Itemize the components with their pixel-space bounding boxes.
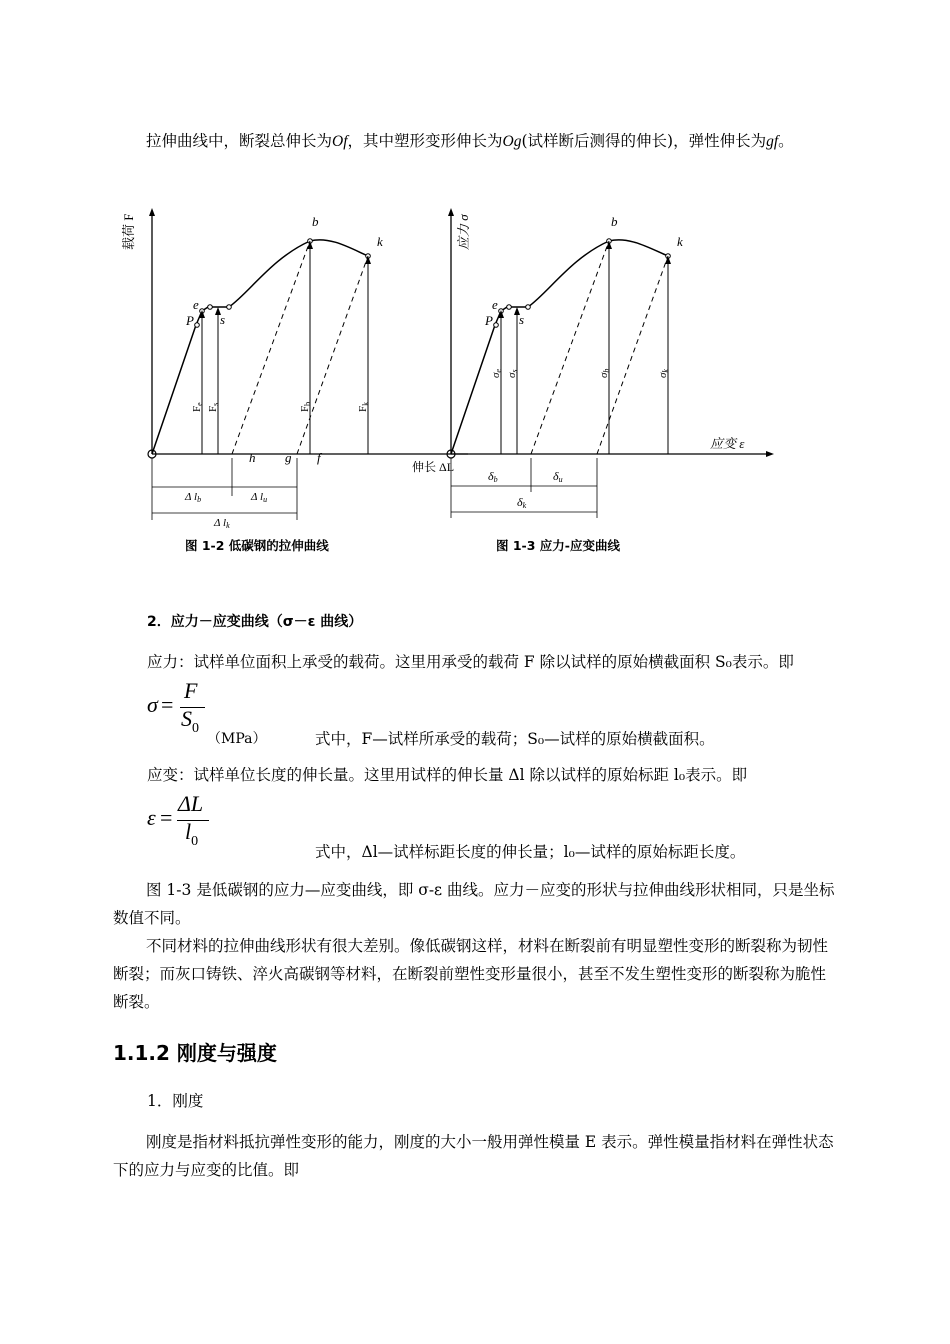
fig1-dim-lb: Δ lb xyxy=(185,491,202,504)
figure-1-caption: 图 1-2 低碳钢的拉伸曲线 xyxy=(185,538,329,553)
fig1-mark-g: g xyxy=(285,450,292,465)
fig2-stress-sb: σb xyxy=(598,368,611,378)
paragraph-stiffness: 刚度是指材料抵抗弹性变形的能力，刚度的大小一般用弹性模量 E 表示。弹性模量指材料在弹性状态下的应力与应变的比值。即 xyxy=(113,1133,834,1179)
fig1-label-s: s xyxy=(220,312,226,327)
stress-note: 式中，F—试样所承受的载荷；S₀—试样的原始横截面积。 xyxy=(315,730,715,748)
fig2-dash-s xyxy=(531,241,609,454)
strain-formula xyxy=(147,793,217,847)
paragraph-fracture: 不同材料的拉伸曲线形状有很大差别。像低碳钢这样，材料在断裂前有明显塑性变形的断裂称为韧性断裂；而灰口铸铁、淬火高碳钢等材料，在断裂前塑性变形量很小，甚至不发生塑性变形的断裂称为脆性断裂。 xyxy=(113,937,829,1011)
fig1-force-fe: Fe xyxy=(191,402,204,412)
intro-end: 。 xyxy=(778,132,794,150)
intro-og: Og xyxy=(502,133,522,150)
fig2-dash-k xyxy=(597,256,668,454)
fig2-point-s1 xyxy=(507,305,512,310)
fig2-label-b: b xyxy=(611,214,618,229)
figures-svg xyxy=(0,195,950,535)
fig1-point-s1 xyxy=(208,305,213,310)
fig1-force-fs: Fs xyxy=(207,402,220,412)
fig2-x-label: 应变 ε xyxy=(710,436,745,451)
fig2-label-k: k xyxy=(677,234,683,249)
fig1-y-label: 载荷 F xyxy=(121,213,136,250)
fig2-label-e: e xyxy=(492,297,498,312)
subsection-stiffness: 1．刚度 xyxy=(147,1092,204,1110)
fig2-label-s: s xyxy=(519,312,525,327)
fig2-curve xyxy=(451,240,668,454)
fig1-x-label: 伸长 ΔL xyxy=(412,460,455,474)
intro-gf: gf xyxy=(766,133,779,150)
fig2-dim-dk: δk xyxy=(517,495,527,510)
fig1-force-fb: Fb xyxy=(299,401,312,412)
section-2-heading: 2．应力－应变曲线（σ－ε 曲线） xyxy=(147,614,363,630)
fig2-stress-ss: σs xyxy=(506,369,519,378)
figure-2-caption: 图 1-3 应力-应变曲线 xyxy=(496,538,620,553)
figure-2-stress-strain-curve xyxy=(447,212,770,518)
fig2-stress-sk: σk xyxy=(657,369,670,378)
strain-note: 式中，Δl—试样标距长度的伸长量；l₀—试样的原始标距长度。 xyxy=(315,843,746,861)
strain-formula-den: $l_0$ xyxy=(185,819,199,849)
fig2-dim-db: δb xyxy=(488,469,498,484)
strain-formula-eq: = xyxy=(160,805,173,830)
stress-formula-den: $S_0$ xyxy=(181,706,199,736)
fig2-point-p xyxy=(494,323,499,328)
figure-1-tension-curve xyxy=(121,212,468,530)
fig2-stress-se: σe xyxy=(490,369,503,378)
fig2-label-p: P xyxy=(485,313,493,328)
fig1-force-fk: Fk xyxy=(357,401,370,412)
section-112-heading: 1.1.2 刚度与强度 xyxy=(113,1041,277,1065)
fig1-point-e xyxy=(200,309,205,314)
fig1-point-s2 xyxy=(227,305,232,310)
fig1-label-k: k xyxy=(377,234,383,249)
stress-unit: （MPa） xyxy=(207,731,267,747)
stress-formula-lhs: σ xyxy=(147,692,158,717)
intro-text-2: ，其中塑形变形伸长为 xyxy=(347,132,503,150)
fig1-mark-h: h xyxy=(249,450,256,465)
fig1-label-p: P xyxy=(186,313,194,328)
intro-text-1: 拉伸曲线中，断裂总伸长为 xyxy=(146,132,333,150)
fig1-dash-s xyxy=(232,241,310,454)
fig1-dim-lk: Δ lk xyxy=(214,517,230,530)
fig1-mark-f: f xyxy=(317,450,321,465)
fig1-dash-k xyxy=(297,256,368,454)
paragraph-stress-strain: 图 1-3 是低碳钢的应力—应变曲线，即 σ-ε 曲线。应力－应变的形状与拉伸曲线形状相同，只是坐标数值不同。 xyxy=(113,881,835,927)
strain-formula-lhs: ε xyxy=(147,805,156,830)
fig1-curve xyxy=(152,240,368,454)
stress-formula-num: F xyxy=(184,678,198,703)
stress-definition: 应力：试样单位面积上承受的载荷。这里用承受的载荷 F 除以试样的原始横截面积 S₀表示。即 xyxy=(147,653,794,671)
intro-text-3: (试样断后测得的伸长)，弹性伸长为 xyxy=(521,132,767,150)
fig1-label-b: b xyxy=(312,214,319,229)
fig2-point-s2 xyxy=(526,305,531,310)
strain-definition: 应变：试样单位长度的伸长量。这里用试样的伸长量 Δl 除以试样的原始标距 l₀表示。即 xyxy=(147,766,748,784)
fig1-label-e: e xyxy=(193,297,199,312)
fig2-y-label: 应力 σ xyxy=(456,214,471,250)
stress-formula xyxy=(147,680,217,734)
fig1-point-p xyxy=(195,323,200,328)
fig1-dim-lu: Δ lu xyxy=(251,491,268,504)
strain-formula-num: ΔL xyxy=(178,791,204,816)
stress-formula-eq: = xyxy=(161,692,174,717)
intro-of: Of xyxy=(332,133,348,150)
fig2-point-e xyxy=(499,309,504,314)
intro-paragraph xyxy=(113,127,835,156)
fig2-dim-du: δu xyxy=(553,469,563,484)
